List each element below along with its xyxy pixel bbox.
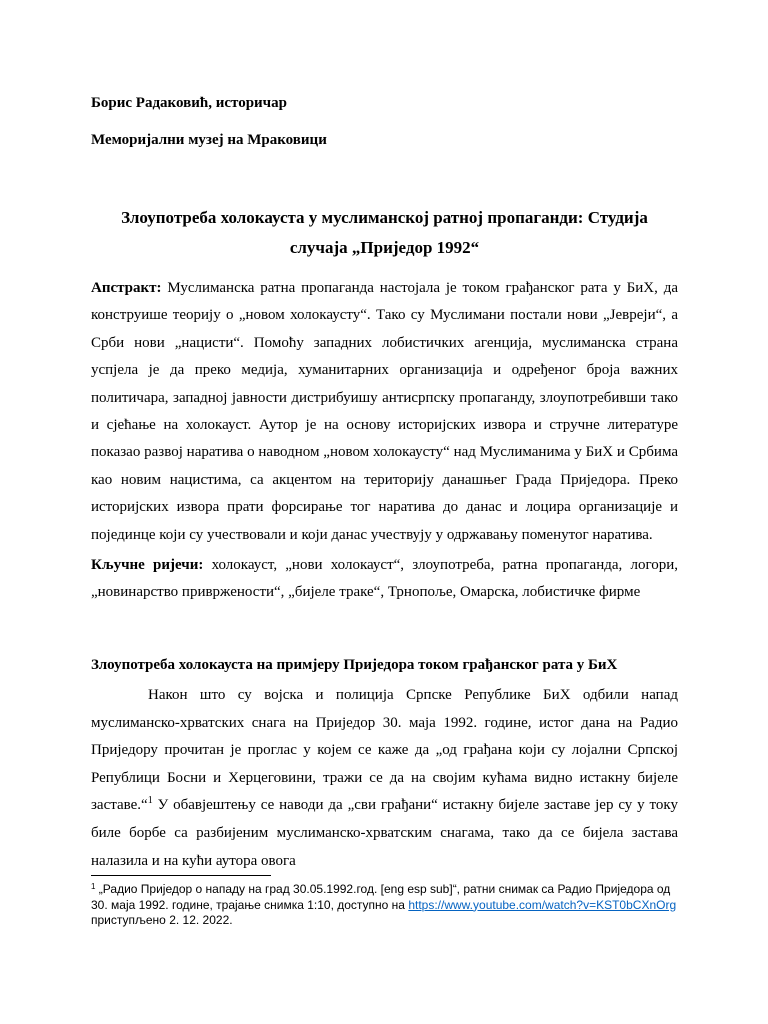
footnote-link[interactable]: https://www.youtube.com/watch?v=KST0bCXnOrg xyxy=(408,897,677,912)
paper-title xyxy=(91,203,678,263)
author-line: Борис Радаковић, историчар xyxy=(91,95,287,111)
body-text-part-2: У обавјештењу се наводи да „сви грађани“ истакну бијеле заставе јер су у току биле борбе са разбијеним муслиманско-хрватским снагама, тако да се бијела застава налазила и на кући аутора овога xyxy=(91,797,678,869)
body-text-part-1: Након што су војска и полиција Српске Републике БиХ одбили напад муслиманско-хрватских снага на Приједор 30. маја 1992. године, истог дана на Радио Приједору прочитан је проглас у којем се каже да „од грађана који су лојални Српској Републици Босни и Херцеговини, тражи се да на својим кућама видно истакну бијеле заставе.“ xyxy=(91,687,678,814)
paper-title-line-2: случаја „Приједор 1992“ xyxy=(289,238,480,257)
keywords-paragraph xyxy=(91,552,678,607)
abstract-paragraph xyxy=(91,275,678,549)
footnote xyxy=(91,882,681,929)
footnote-text: „Радио Приједор о нападу на град 30.05.1992.год. [eng esp sub]“, ратни снимак са Радио Приједора од 30. маја 1992. године, трајање снимка 1:10, доступно на xyxy=(91,882,671,912)
body-paragraph xyxy=(91,682,678,875)
paper-title-line-1: Злоупотреба холокауста у муслиманској ратној пропаганди: Студија xyxy=(121,208,648,227)
keywords-label: Кључне ријечи: xyxy=(91,557,204,573)
institution-line: Меморијални музеј на Мраковици xyxy=(91,132,327,148)
footnote-number: 1 xyxy=(91,882,96,891)
section-heading: Злоупотреба холокауста на примјеру Приједора током грађанског рата у БиХ xyxy=(91,657,618,673)
footnote-separator xyxy=(91,875,271,876)
footnote-accessed-date: приступљено 2. 12. 2022. xyxy=(91,913,233,927)
abstract-text: Муслиманска ратна пропаганда настојала је током грађанског рата у БиХ, да конструише теорију о „новом холокаусту“. Тако су Муслимани постали нови „Јевреји“, а Срби нови „нацисти“. Помоћу западних лобистичких агенција, муслиманска страна успјела је да преко медија, хуманитарних организација и одређеног броја важних политичара, западној јавности дистрибуишу антисрпску пропаганду, злоупотребивши тако и сјећање на холокауст. Аутор је на основу историјских извора и стручне литературе показао развој наратива о наводном „новом холокаусту“ над Муслиманима у БиХ и Србима као новим нацистима, са акцентом на територију данашњег Града Приједора. Преко историјских извора прати форсирање тог наратива до данас и лоцира организације и појединце који су учествовали и који данас учествују у одржавању поменутог наратива. xyxy=(91,280,678,543)
keywords-text: холокауст, „нови холокауст“, злоупотреба, ратна пропаганда, логори, „новинарство привржености“, „бијеле траке“, Трнопоље, Омарска, лобистичке фирме xyxy=(91,557,679,601)
abstract-label: Апстракт: xyxy=(91,280,162,296)
footnote-reference[interactable]: 1 xyxy=(147,795,153,807)
